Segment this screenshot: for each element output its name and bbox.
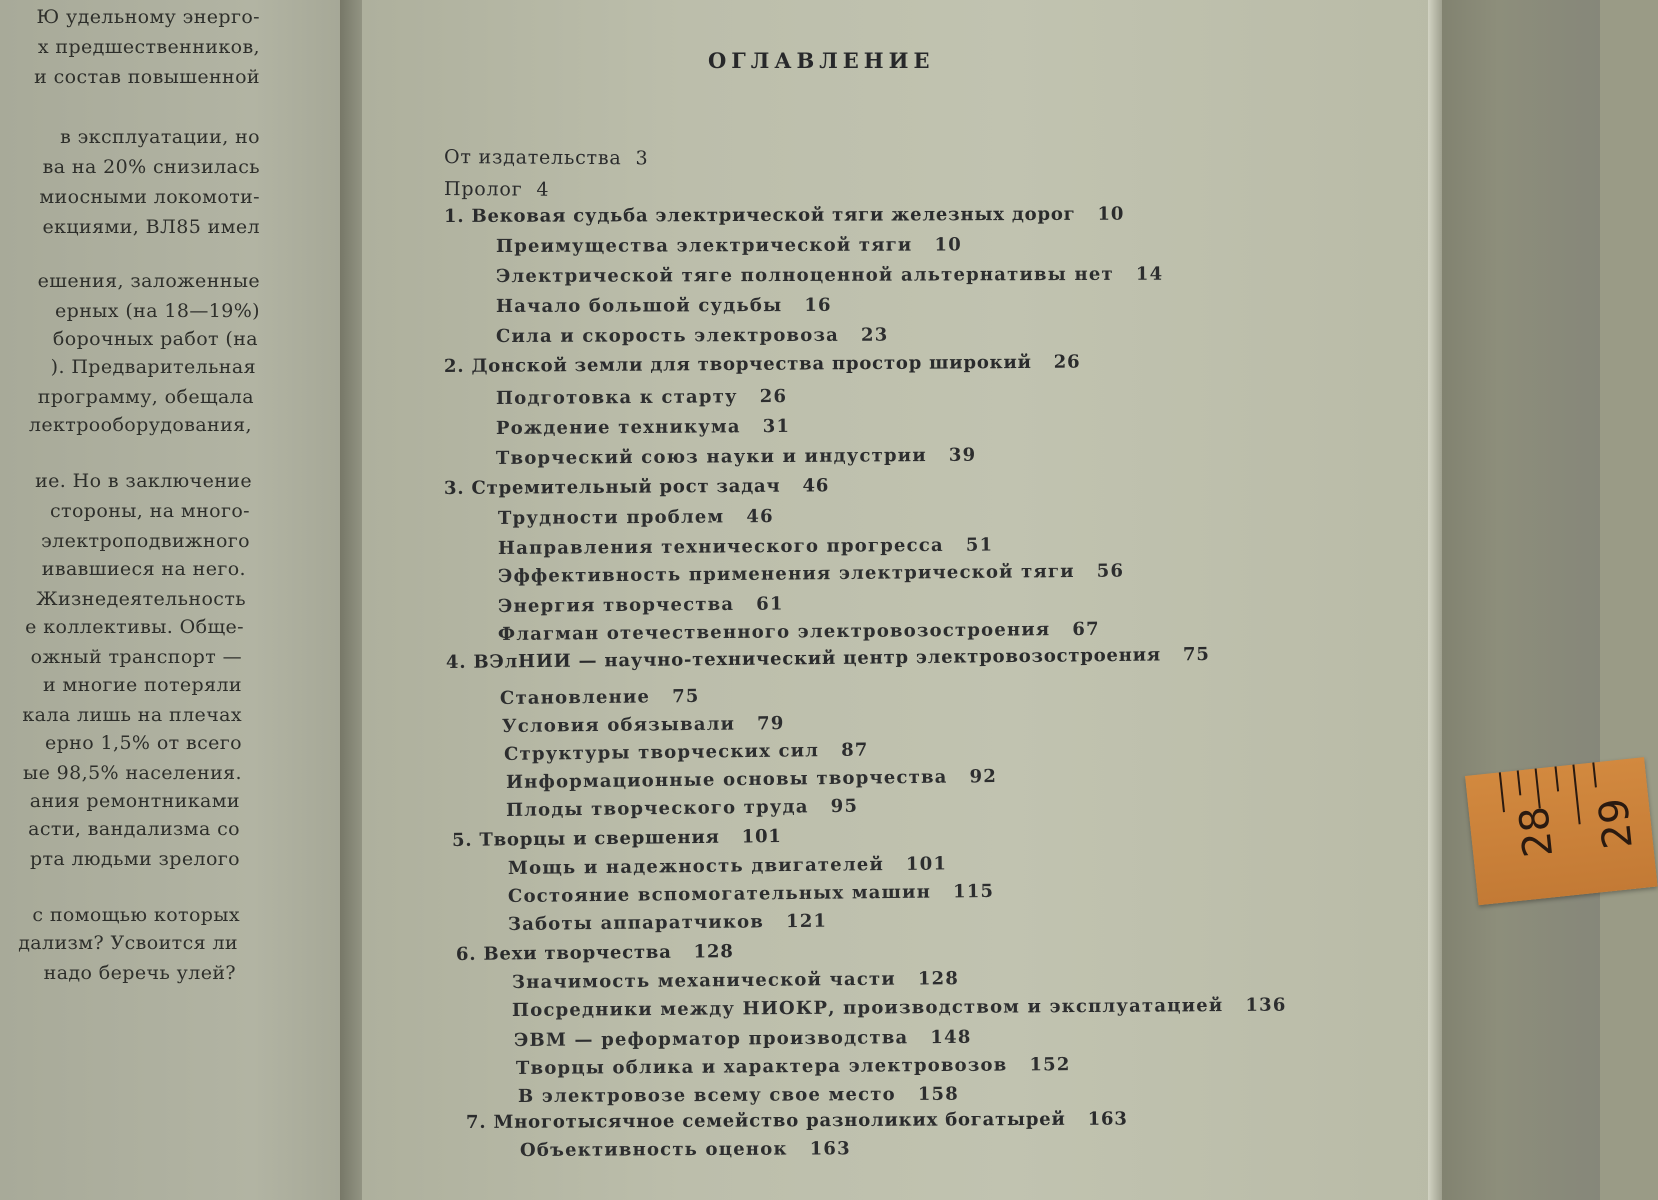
- toc-entry-title: В электровозе всему свое место: [517, 1084, 896, 1107]
- toc-entry-page: 31: [762, 415, 791, 438]
- toc-entry-title: 1. Вековая судьба электрической тяги железных дорог: [443, 203, 1076, 227]
- toc-entry-title: 2. Донской земли для творчества простор широкий: [443, 351, 1032, 377]
- toc-entry-title: Становление: [499, 686, 651, 709]
- left-page-text-line: дализм? Усвоится ли: [18, 932, 238, 954]
- left-page-text-line: е коллективы. Обще-: [25, 616, 244, 638]
- toc-entry-page: 148: [930, 1026, 972, 1049]
- toc-entry-title: Объективность оценок: [519, 1138, 788, 1161]
- toc-entry-title: Заботы аппаратчиков: [507, 911, 765, 935]
- toc-section: [498, 594, 784, 617]
- toc-section: [518, 1084, 959, 1107]
- tape-tick: [1499, 772, 1505, 812]
- tape-tick: [1572, 765, 1580, 825]
- toc-entry-title: От издательства: [443, 146, 622, 170]
- tape-measure: [1465, 757, 1658, 905]
- toc-entry-page: 14: [1135, 263, 1164, 285]
- left-page-text-line: х предшественников,: [37, 36, 260, 58]
- left-page-text-line: рта людьми зрелого: [29, 848, 240, 870]
- toc-chapter: [444, 204, 1124, 227]
- toc-entry-page: 101: [741, 825, 782, 848]
- left-page-text-line: ания ремонтниками: [29, 790, 240, 812]
- toc-entry-page: 46: [746, 506, 774, 528]
- left-page-text-line: кала лишь на плечах: [22, 704, 242, 726]
- toc-section: [496, 445, 976, 469]
- toc-entry-page: 79: [757, 713, 785, 735]
- toc-entry-page: 128: [693, 941, 734, 963]
- tape-tick: [1592, 762, 1597, 787]
- toc-entry-page: 101: [905, 853, 948, 875]
- tape-tick: [1517, 770, 1522, 795]
- toc-chapter: [452, 826, 782, 851]
- toc-entry-title: Структуры творческих сил: [503, 740, 820, 765]
- left-page-text-line: Ю удельному энерго-: [36, 6, 260, 28]
- toc-entry-page: 136: [1245, 994, 1287, 1016]
- toc-entry-page: 152: [1029, 1054, 1071, 1076]
- toc-entry-page: 23: [860, 324, 889, 346]
- toc-entry-title: Мощь и надежность двигателей: [507, 854, 885, 879]
- toc-entry-page: 10: [1097, 203, 1125, 225]
- toc-chapter: [444, 352, 1081, 377]
- toc-entry-title: Энергия творчества: [497, 593, 735, 617]
- toc-entry-title: Электрической тяге полноценной альтернативы нет: [495, 263, 1114, 287]
- toc-entry-page: 46: [802, 475, 830, 497]
- left-page-text-line: борочных работ (на: [52, 328, 258, 350]
- toc-section: [502, 713, 785, 737]
- toc-entry-title: Направления технического прогресса: [497, 534, 944, 559]
- toc-entry-page: 16: [804, 294, 832, 316]
- toc-entry-page: 4: [536, 178, 550, 201]
- toc-entry-title: Сила и скорость электровоза: [495, 324, 840, 347]
- toc-entry-page: 61: [756, 593, 784, 615]
- toc-entry-page: 75: [1182, 644, 1210, 666]
- toc-section: [500, 686, 700, 709]
- left-page-text-line: ие. Но в заключение: [35, 470, 252, 492]
- toc-entry-page: 56: [1096, 560, 1125, 582]
- toc-entry-title: 4. ВЭлНИИ — научно-технический центр электровозостроения: [445, 644, 1162, 673]
- toc-entry-page: 51: [965, 534, 994, 556]
- toc-entry-page: 121: [785, 910, 828, 933]
- toc-section: [496, 325, 889, 347]
- left-page: [0, 0, 362, 1200]
- left-page-text-line: ешения, заложенные: [37, 270, 260, 292]
- toc-section: [496, 264, 1163, 287]
- toc-entry-page: 26: [1053, 351, 1081, 373]
- toc-section: [496, 386, 787, 409]
- toc-entry-title: Условия обязывали: [501, 713, 736, 737]
- toc-entry-title: Творческий союз науки и индустрии: [495, 444, 927, 469]
- tape-number: 28: [1511, 804, 1563, 860]
- toc-entry-title: Посредники между НИОКР, производством и эксплуатацией: [511, 995, 1224, 1021]
- left-page-text-line: ые 98,5% населения.: [23, 762, 242, 784]
- toc-section: [498, 535, 993, 559]
- left-page-text-line: ва на 20% снизилась: [42, 156, 260, 178]
- toc-chapter: [456, 941, 734, 965]
- toc-chapter: [444, 475, 829, 499]
- toc-section: [496, 295, 832, 317]
- toc-section: [504, 740, 869, 765]
- left-page-text-line: ерных (на 18—19%): [54, 300, 260, 322]
- left-page-text-line: ерно 1,5% от всего: [44, 732, 242, 754]
- toc-entry-page: 10: [934, 234, 962, 256]
- tape-number: 29: [1590, 795, 1642, 852]
- toc-chapter: [466, 1109, 1128, 1133]
- left-page-text-line: ожный транспорт —: [30, 646, 242, 668]
- toc-section: [520, 1138, 851, 1161]
- toc-entry-title: ЭВМ — реформатор производства: [513, 1027, 909, 1051]
- toc-entry-page: 67: [1072, 618, 1100, 640]
- toc-front-matter: [444, 178, 549, 201]
- toc-entry-title: Начало большой судьбы: [495, 295, 783, 317]
- toc-entry-page: 128: [917, 968, 960, 990]
- toc-entry-page: 87: [841, 739, 869, 761]
- toc-entry-page: 163: [1087, 1108, 1128, 1130]
- toc-title: ОГЛАВЛЕНИЕ: [708, 48, 935, 73]
- toc-entry-page: 158: [917, 1083, 960, 1105]
- left-page-text-line: ). Предварительная: [50, 356, 256, 378]
- toc-entry-page: 115: [952, 880, 995, 903]
- left-page-text-line: и многие потеряли: [42, 674, 242, 696]
- left-page-text-line: стороны, на много-: [50, 500, 250, 522]
- toc-entry-title: Состояние вспомогательных машин: [507, 881, 932, 907]
- toc-entry-page: 95: [830, 795, 859, 818]
- page-edge: [1430, 0, 1600, 1200]
- toc-entry-title: Пролог: [443, 178, 523, 201]
- toc-entry-title: Значимость механической части: [511, 968, 896, 993]
- left-page-text-line: Жизнедеятельность: [36, 588, 246, 610]
- toc-entry-title: Эффективность применения электрической тяги: [497, 560, 1075, 587]
- toc-entry-title: 3. Стремительный рост задач: [443, 475, 781, 499]
- left-page-text-line: программу, обещала: [37, 386, 254, 408]
- left-page-text-line: ивавшиеся на него.: [41, 558, 246, 580]
- left-page-text-line: и состав повышенной: [34, 66, 260, 88]
- toc-section: [512, 968, 959, 993]
- toc-entry-title: 5. Творцы и свершения: [451, 826, 720, 851]
- left-page-text-line: миосными локомоти-: [39, 186, 260, 208]
- toc-entry-title: Трудности проблем: [497, 506, 725, 529]
- left-page-text-line: с помощью которых: [32, 904, 240, 926]
- toc-entry-page: 39: [948, 444, 977, 466]
- tape-tick: [1555, 766, 1560, 791]
- toc-entry-page: 26: [759, 385, 788, 408]
- toc-section: [506, 796, 858, 821]
- toc-section: [516, 1054, 1071, 1079]
- tape-tick: [1535, 768, 1541, 808]
- toc-entry-page: 75: [672, 685, 700, 708]
- toc-entry-page: 163: [809, 1138, 851, 1160]
- toc-front-matter: [444, 146, 649, 169]
- left-page-text-line: электроподвижного: [41, 530, 250, 552]
- left-page-text-line: лектрооборудования,: [28, 414, 252, 436]
- left-page-text-line: екциями, ВЛ85 имел: [42, 216, 260, 238]
- page-edge-highlight: [1428, 0, 1442, 1200]
- left-page-text-line: надо беречь улей?: [43, 962, 236, 984]
- toc-entry-page: 3: [635, 147, 649, 170]
- toc-entry-title: Творцы облика и характера электровозов: [515, 1054, 1008, 1079]
- toc-entry-title: Информационные основы творчества: [505, 766, 948, 793]
- left-page-text-line: в эксплуатации, но: [60, 126, 260, 148]
- toc-section: [496, 416, 790, 439]
- toc-entry-title: Рождение техникума: [495, 416, 741, 439]
- toc-entry-title: Подготовка к старту: [495, 386, 738, 409]
- toc-section: [498, 506, 774, 529]
- toc-section: [508, 911, 827, 935]
- toc-entry-title: 6. Вехи творчества: [455, 941, 672, 965]
- toc-entry-title: Плоды творческого труда: [505, 796, 809, 821]
- left-page-text-line: асти, вандализма со: [28, 818, 240, 840]
- toc-entry-title: 7. Многотысячное семейство разноликих богатырей: [465, 1108, 1066, 1133]
- toc-section: [514, 1027, 972, 1051]
- toc-entry-page: 92: [969, 766, 998, 788]
- toc-entry-title: Преимущества электрической тяги: [495, 234, 913, 257]
- toc-section: [496, 234, 962, 257]
- toc-entry-title: Флагман отечественного электровозостроения: [497, 619, 1051, 645]
